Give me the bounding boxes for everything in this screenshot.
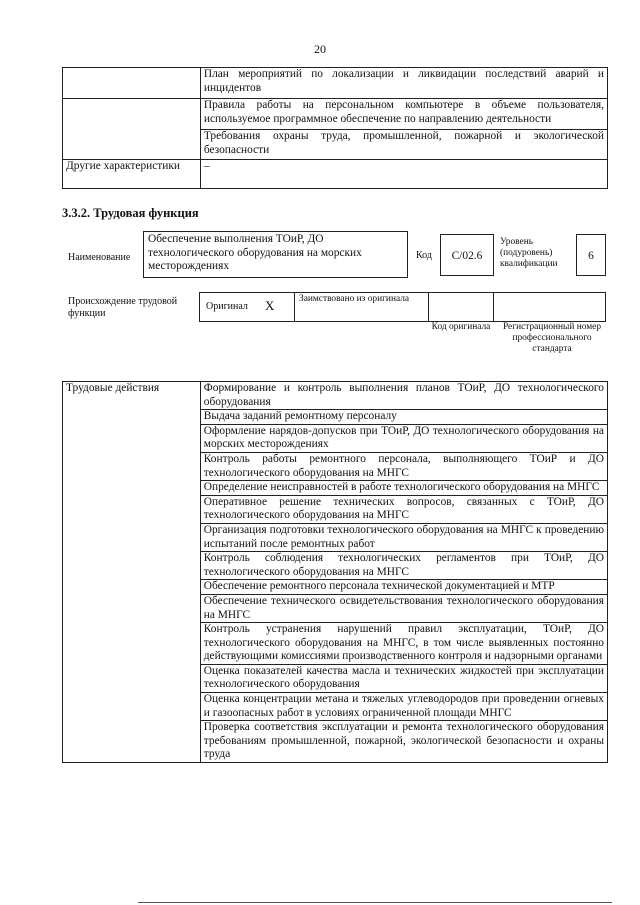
section-title: 3.3.2. Трудовая функция: [62, 206, 199, 220]
action-item: Проверка соответствия эксплуатации и ремонта технологического оборудования требованиям промышленной, пожарной, экологической безопасности и охраны труда: [200, 721, 607, 763]
function-name: Обеспечение выполнения ТОиР, ДО технологического оборудования на морских месторождениях: [143, 231, 408, 278]
row-label: [63, 68, 201, 99]
table-row: [63, 130, 608, 160]
action-item: Выдача заданий ремонтному персоналу: [200, 410, 607, 425]
knowledge-table: [62, 67, 608, 189]
row-text: Правила работы на персональном компьютере в объеме пользователя, используемое программное обеспечение по направлению деятельности: [200, 99, 607, 130]
function-code: C/02.6: [440, 234, 494, 276]
action-item: Определение неисправностей в работе технологического оборудования на МНГС: [200, 481, 607, 496]
row-text: План мероприятий по локализации и ликвидации последствий аварий и инцидентов: [200, 68, 607, 99]
level-label: Уровень (подуровень) квалификации: [500, 237, 558, 269]
reg-caption: Регистрационный номер профессионального стандарта: [502, 322, 602, 354]
name-label: Наименование: [68, 252, 131, 263]
action-item: Контроль соблюдения технологических регламентов при ТОиР, ДО технологического оборудования на МНГС: [200, 552, 607, 580]
labor-actions-table: [62, 381, 608, 763]
action-item: Контроль работы ремонтного персонала, выполняющего ТОиР и ДО технологического оборудования на МНГС: [200, 452, 607, 480]
level-value: 6: [576, 234, 606, 276]
row-text: –: [200, 160, 607, 189]
origin-label: Происхождение трудовой функции: [68, 296, 178, 319]
original-label: Оригинал: [206, 301, 248, 312]
actions-label: Трудовые действия: [63, 382, 201, 763]
action-item: Оценка показателей качества масла и технических жидкостей при эксплуатации технологического оборудования: [200, 664, 607, 692]
action-item: Оценка концентрации метана и тяжелых углеводородов при проведении огневых и газоопасных работ в условиях ограниченной площади МНГС: [200, 693, 607, 721]
action-item: Оперативное решение технических вопросов, связанных с ТОиР, ДО технологического оборудования на МНГС: [200, 495, 607, 523]
action-item: Обеспечение технического освидетельствования технологического оборудования на МНГС: [200, 594, 607, 622]
action-item: Формирование и контроль выполнения планов ТОиР, ДО технологического оборудования: [200, 382, 607, 410]
bottom-rule: [138, 902, 612, 903]
divider: [493, 292, 494, 322]
action-item: Контроль устранения нарушений правил эксплуатации, ТОиР, ДО технологического оборудования на МНГС, в том числе выявленных постоянно действующими комиссиями производственного контроля и надзорными органами: [200, 623, 607, 665]
code-label: Код: [416, 250, 432, 261]
table-row: [63, 382, 608, 410]
row-label: [63, 99, 201, 130]
action-item: Оформление нарядов-допусков при ТОиР, ДО технологического оборудования на морских месторождениях: [200, 424, 607, 452]
page-number: 20: [314, 42, 326, 56]
divider: [294, 292, 295, 322]
row-text: Требования охраны труда, промышленной, пожарной и экологической безопасности: [200, 130, 607, 160]
action-item: Обеспечение ремонтного персонала технической документацией и МТР: [200, 580, 607, 595]
table-row: [63, 68, 608, 99]
action-item: Организация подготовки технологического оборудования на МНГС к проведению испытаний после ремонтных работ: [200, 523, 607, 551]
table-row: [63, 160, 608, 189]
row-label: [63, 130, 201, 160]
divider: [428, 292, 429, 322]
code-caption: Код оригинала: [431, 322, 491, 332]
original-mark: X: [265, 298, 275, 313]
table-row: [63, 99, 608, 130]
row-label: Другие характеристики: [63, 160, 201, 189]
borrowed-label: Заимствовано из оригинала: [299, 294, 410, 304]
